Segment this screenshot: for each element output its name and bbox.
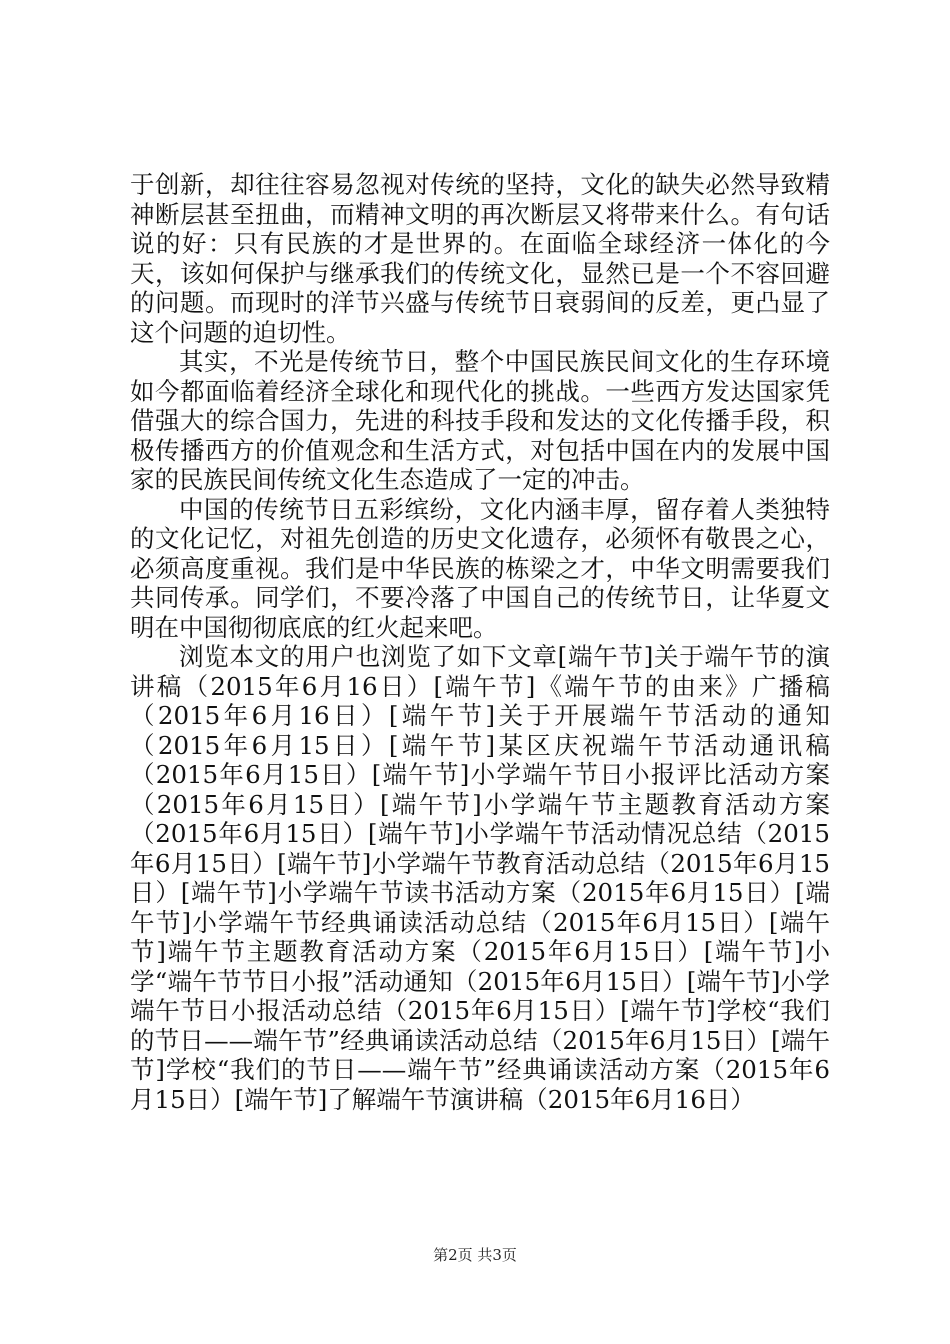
- paragraph-related-articles: 浏览本文的用户也浏览了如下文章[端午节]关于端午节的演讲稿（2015年6月16日）[端午节]《端午节的由来》广播稿（2015年6月16日）[端午节]关于开展端午节活动的通知（2015年6月15日）[端午节]某区庆祝端午节活动通讯稿（2015年6月15日）[端午节]小学端午节日小报评比活动方案（2015年6月15日）[端午节]小学端午节主题教育活动方案（2015年6月15日）[端午节]小学端午节活动情况总结（2015年6月15日）[端午节]小学端午节教育活动总结（2015年6月15日）[端午节]小学端午节读书活动方案（2015年6月15日）[端午节]小学端午节经典诵读活动总结（2015年6月15日）[端午节]端午节主题教育活动方案（2015年6月15日）[端午节]小学“端午节节日小报”活动通知（2015年6月15日）[端午节]小学端午节日小报活动总结（2015年6月15日）[端午节]学校“我们的节日——端午节”经典诵读活动总结（2015年6月15日）[端午节]学校“我们的节日——端午节”经典诵读活动方案（2015年6月15日）[端午节]了解端午节演讲稿（2015年6月16日）: [130, 642, 830, 1114]
- paragraph-traditional-festivals: 中国的传统节日五彩缤纷，文化内涵丰厚，留存着人类独特的文化记忆，对祖先创造的历史文化遗存，必须怀有敬畏之心，必须高度重视。我们是中华民族的栋梁之才，中华文明需要我们共同传承。同学们，不要冷落了中国自己的传统节日，让华夏文明在中国彻彻底底的红火起来吧。: [130, 494, 830, 642]
- page-footer: 第2页 共3页: [433, 1246, 517, 1264]
- paragraph-continuation: 于创新，却往往容易忽视对传统的坚持，文化的缺失必然导致精神断层甚至扭曲，而精神文明的再次断层又将带来什么。有句话说的好：只有民族的才是世界的。在面临全球经济一体化的今天，该如何保护与继承我们的传统文化，显然已是一个不容回避的问题。而现时的洋节兴盛与传统节日衰弱间的反差，更凸显了这个问题的迫切性。: [130, 170, 830, 347]
- document-body: [130, 170, 830, 1114]
- paragraph-globalization: 其实，不光是传统节日，整个中国民族民间文化的生存环境如今都面临着经济全球化和现代化的挑战。一些西方发达国家凭借强大的综合国力，先进的科技手段和发达的文化传播手段，积极传播西方的价值观念和生活方式，对包括中国在内的发展中国家的民族民间传统文化生态造成了一定的冲击。: [130, 347, 830, 494]
